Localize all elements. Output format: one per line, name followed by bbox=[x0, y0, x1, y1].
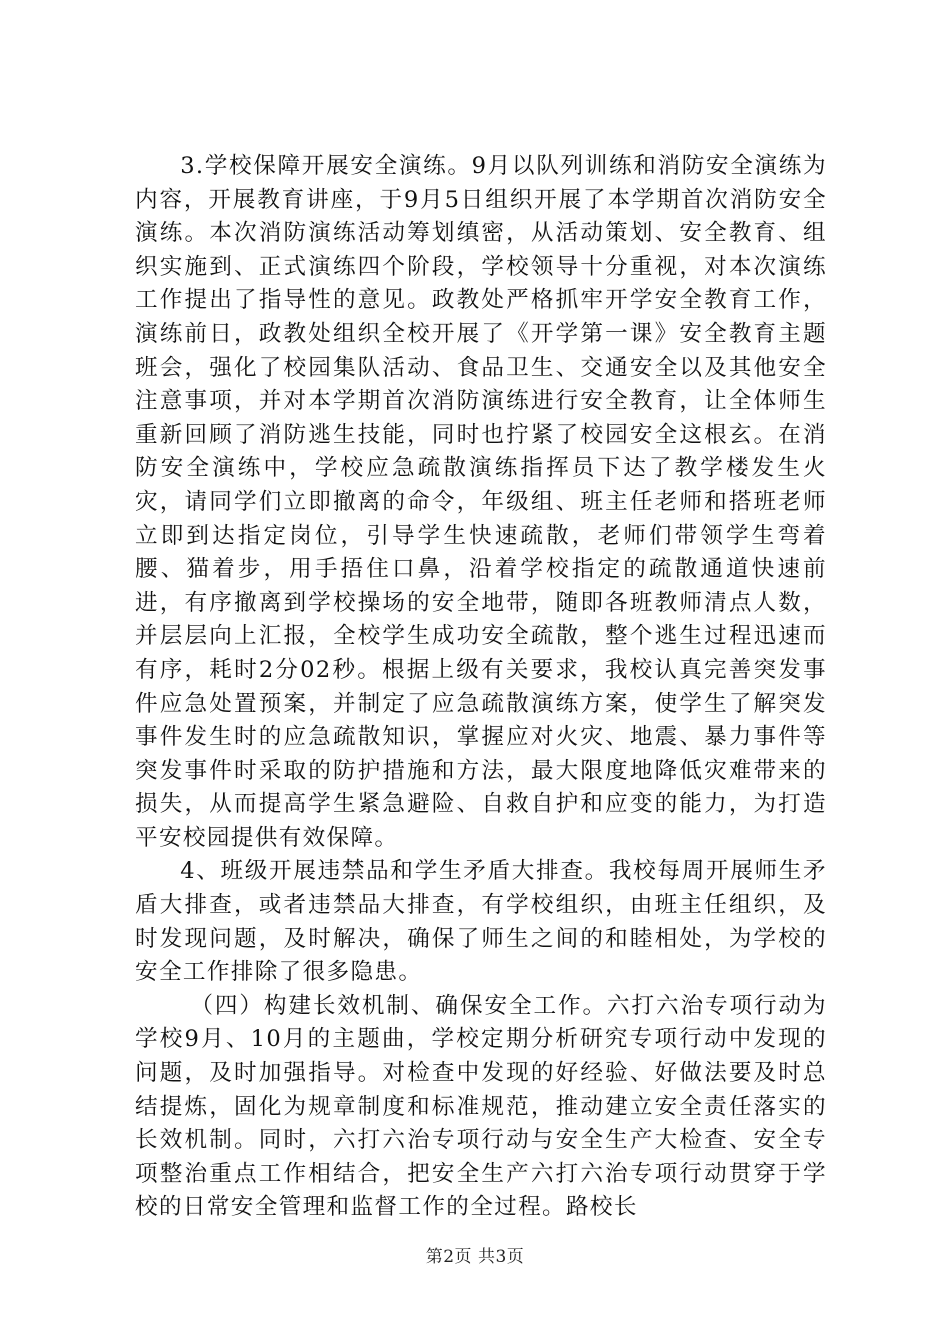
paragraph-long-term-mechanism: （四）构建长效机制、确保安全工作。六打六治专项行动为学校9月、10月的主题曲，学校定期分析研究专项行动中发现的问题，及时加强指导。对检查中发现的好经验、好做法要及时总结提炼，固化为规章制度和标准规范，推动建立安全责任落实的长效机制。同时，六打六治专项行动与安全生产大检查、安全专项整治重点工作相结合，把安全生产六打六治专项行动贯穿于学校的日常安全管理和监督工作的全过程。路校长 bbox=[135, 992, 827, 1221]
page-footer: 第2页 共3页 bbox=[425, 1247, 525, 1267]
document-body bbox=[135, 150, 827, 1225]
paragraph-safety-drill: 3.学校保障开展安全演练。9月以队列训练和消防安全演练为内容，开展教育讲座，于9月5日组织开展了本学期首次消防安全演练。本次消防演练活动筹划缜密，从活动策划、安全教育、组织实施到、正式演练四个阶段，学校领导十分重视，对本次演练工作提出了指导性的意见。政教处严格抓牢开学安全教育工作，演练前日，政教处组织全校开展了《开学第一课》安全教育主题班会，强化了校园集队活动、食品卫生、交通安全以及其他安全注意事项，并对本学期首次消防演练进行安全教育，让全体师生重新回顾了消防逃生技能，同时也拧紧了校园安全这根玄。在消防安全演练中，学校应急疏散演练指挥员下达了教学楼发生火灾，请同学们立即撤离的命令，年级组、班主任老师和搭班老师立即到达指定岗位，引导学生快速疏散，老师们带领学生弯着腰、猫着步，用手捂住口鼻，沿着学校指定的疏散通道快速前进，有序撤离到学校操场的安全地带，随即各班教师清点人数，并层层向上汇报，全校学生成功安全疏散，整个逃生过程迅速而有序，耗时2分02秒。根据上级有关要求，我校认真完善突发事件应急处置预案，并制定了应急疏散演练方案，使学生了解突发事件发生时的应急疏散知识，掌握应对火灾、地震、暴力事件等突发事件时采取的防护措施和方法，最大限度地降低灾难带来的损失，从而提高学生紧急避险、自救自护和应变的能力，为打造平安校园提供有效保障。 bbox=[135, 153, 827, 851]
paragraph-contraband-check: 4、班级开展违禁品和学生矛盾大排查。我校每周开展师生矛盾大排查，或者违禁品大排查，有学校组织，由班主任组织，及时发现问题，及时解决，确保了师生之间的和睦相处，为学校的安全工作排除了很多隐患。 bbox=[135, 858, 827, 986]
